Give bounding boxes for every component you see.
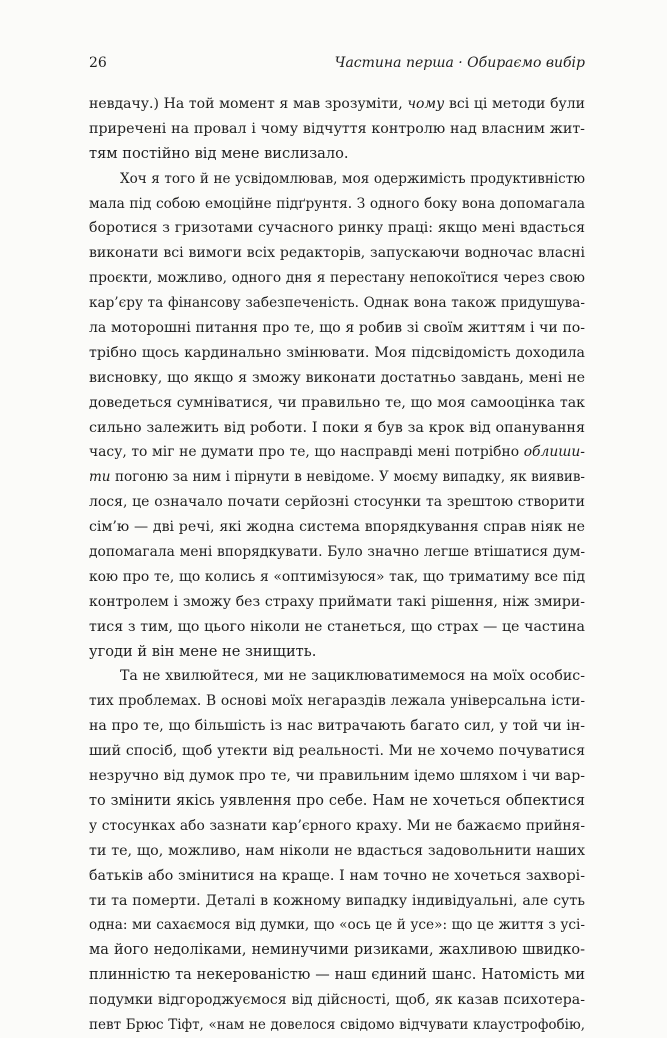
text-line: приречені на провал і чому відчуття контролю над власним жит- [89, 120, 585, 137]
text-line: ти погоню за ним і пірнути в невідоме. У моєму випадку, як виявив- [89, 469, 585, 486]
running-head: Частина перша · Обираємо вибір [334, 55, 585, 71]
text-line: подумки відгороджуємося від дійсності, щоб, як казав психотера- [89, 992, 585, 1009]
text-line: у стосунках або зазнати кар’єрного краху. Ми не бажаємо прийня- [89, 817, 585, 834]
text-line: на про те, що більшість із нас витрачають багато сил, у той чи ін- [89, 718, 585, 735]
text-line: сім’ю — дві речі, які жодна система впорядкування справ ніяк не [89, 519, 585, 536]
text-line: незручно від думок про те, чи правильним ідемо шляхом і чи вар- [89, 768, 585, 785]
text-line: плинністю та некерованістю — наш єдиний шанс. Натомість ми [89, 967, 585, 984]
text-line: часу, то міг не думати про те, що насправді мені потрібно облиши- [89, 444, 585, 461]
text-line: одна: ми сахаємося від думки, що «ось це й усе»: що це життя з усі- [89, 917, 585, 934]
text-line: проєкти, можливо, одного дня я перестану непокоїтися через свою [89, 270, 585, 287]
text-line: невдачу.) На той момент я мав зрозуміти, чому всі ці методи були [89, 96, 586, 112]
text-line: виконати всі вимоги всіх редакторів, запускаючи водночас власні [89, 245, 585, 262]
text-line: допомагала мені впорядкувати. Було значно легше втішатися дум- [89, 544, 585, 561]
text-line: ший спосіб, щоб утекти від реальності. Ми не хочемо почуватися [89, 743, 585, 760]
text-line: контролем і зможу без страху приймати такі рішення, ніж змири- [89, 593, 585, 610]
text-line: мала під собою емоційне підґрунтя. З одного боку вона допомагала [89, 195, 585, 212]
text-line: висновку, що якщо я зможу виконати достатньо завдань, мені не [89, 369, 585, 386]
text-line: ма його недоліками, неминучими ризиками, жахливою швидко- [89, 942, 585, 959]
text-line: тям постійно від мене вислизало. [89, 144, 349, 162]
text-line: тих проблемах. В основі моїх негараздів лежала універсальна істи- [89, 693, 585, 710]
text-line: ти та померти. Деталі в кожному випадку індивідуальні, але суть [89, 892, 585, 909]
text-line: лося, це означало почати серйозні стосунки та зрештою створити [89, 494, 585, 511]
text-line: то змінити якісь уявлення про себе. Нам не хочеться обпектися [89, 792, 585, 809]
text-line: кар’єру та фінансову забезпеченість. Однак вона також придушува- [89, 295, 585, 312]
text-line: сильно залежить від роботи. І поки я був за крок від опанування [89, 419, 585, 436]
text-line: тися з тим, що цього ніколи не станеться, що страх — це частина [89, 618, 585, 635]
text-line: доведеться сумніватися, чи правильно те, що моя самооцінка так [89, 394, 585, 411]
text-line: Хоч я того й не усвідомлював, моя одержимість продуктивністю [120, 170, 585, 187]
text-line: ти те, що, можливо, нам ніколи не вдасться задовольнити наших [89, 842, 585, 859]
text-line: певт Брюс Тіфт, «нам не довелося свідомо відчувати клаустрофобію, [89, 1016, 585, 1033]
body-text [89, 92, 585, 1038]
text-line: трібно щось кардинально змінювати. Моя підсвідомість доходила [89, 344, 585, 361]
text-line: ла моторошні питання про те, що я робив зі своїм життям і чи по- [89, 320, 585, 337]
text-line: батьків або змінитися на краще. І нам точно не хочеться захворі- [89, 867, 585, 884]
page-number: 26 [89, 55, 107, 71]
text-line: боротися з гризотами сучасного ринку праці: якщо мені вдасться [89, 220, 585, 237]
text-line: Та не хвилюйтеся, ми не зациклюватимемося на моїх особис- [120, 668, 585, 685]
text-line: кою про те, що колись я «оптимізуюся» так, що триматиму все під [89, 568, 585, 585]
text-line: угоди й він мене не знищить. [89, 642, 317, 660]
